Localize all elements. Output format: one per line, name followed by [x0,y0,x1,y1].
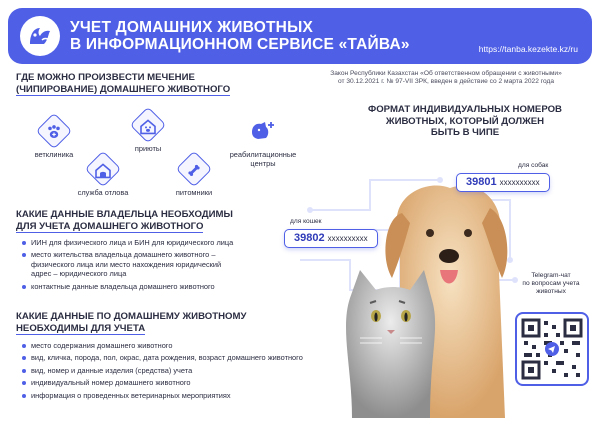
place-label: ветклиника [34,150,74,159]
dog-chip-number [456,173,550,192]
chipping-heading-line-1: ГДЕ МОЖНО ПРОИЗВЕСТИ МЕЧЕНИЕ [16,72,195,83]
animal-heading-line-1: КАКИЕ ДАННЫЕ ПО ДОМАШНЕМУ ЖИВОТНОМУ [16,311,247,322]
cats-caption: для кошек [290,218,322,225]
place-label: служба отлова [77,188,129,197]
law-line-2: от 30.12.2021 г. № 97-VII ЗРК, введен в действие со 2 марта 2022 года [338,78,554,86]
telegram-line-3: животных [536,288,566,295]
chip-format-heading [360,104,570,139]
format-heading-line-3: БЫТЬ В ЧИПЕ [430,127,500,138]
cat-and-dog-illustration [327,178,520,418]
animal-heading-line-2: НЕОБХОДИМЫ ДЛЯ УЧЕТА [16,322,146,334]
chipping-heading-line-2: (ЧИПИРОВАНИЕ) ДОМАШНЕГО ЖИВОТНОГО [16,83,231,95]
service-url-link[interactable]: https://tanba.kezekte.kz/ru [478,44,578,54]
page-title [70,19,430,53]
list-item: вид, кличка, порода, пол, окрас, дата рождения, возраст домашнего животного [22,353,342,362]
place-label: питомники [175,188,213,197]
owner-data-heading [16,209,306,232]
dog-number-suffix: xxxxxxxxxx [499,178,540,187]
owner-heading-line-1: КАКИЕ ДАННЫЕ ВЛАДЕЛЬЦА НЕОБХОДИМЫ [16,209,233,220]
cat-number-suffix: xxxxxxxxxx [327,234,368,243]
bone-icon [185,161,203,179]
place-label: реабилитационные [229,150,297,159]
qr-code-icon [517,314,587,384]
dog-house-icon [94,161,112,179]
chipping-heading [16,72,306,95]
dog-number-prefix: 39801 [466,176,497,188]
place-kennels [164,156,224,197]
animal-data-list [22,341,342,403]
list-item: индивидуальный номер домашнего животного [22,378,342,387]
place-vet-clinic [24,118,84,159]
owner-heading-line-2: ДЛЯ УЧЕТА ДОМАШНЕГО ЖИВОТНОГО [16,220,204,232]
telegram-line-1: Telegram-чат [531,272,571,279]
list-item: место содержания домашнего животного [22,341,342,350]
dogs-caption: для собак [518,162,549,169]
telegram-caption [516,272,586,296]
place-catching-service [68,156,138,197]
owner-data-list [22,238,322,294]
format-heading-line-2: ЖИВОТНЫХ, КОТОРЫЙ ДОЛЖЕН [385,115,545,127]
list-item-line: физического лица или место нахождения юридический [31,259,222,269]
place-rehab-centers [218,118,308,168]
telegram-line-2: по вопросам учета [522,280,580,287]
law-line-1: Закон Республики Казахстан «Об ответственном обращении с животными» [330,70,562,77]
list-item: контактные данные владельца домашнего животного [22,282,322,291]
list-item-line: адрес – юридического лица [31,269,127,279]
header-banner [8,8,592,64]
list-item: информация о проведенных ветеринарных мероприятиях [22,391,342,400]
title-line-2: В ИНФОРМАЦИОННОМ СЕРВИСЕ «ТАЙВА» [70,36,410,53]
law-reference [302,70,590,87]
list-item: вид, номер и данные изделия (средства) учета [22,366,342,375]
paw-plus-icon [45,123,63,141]
cat-chip-number [284,229,378,248]
animal-data-heading [16,311,316,334]
place-label: приюты [134,144,162,153]
tanba-logo-icon [20,16,60,56]
list-item [22,250,322,278]
title-line-1: УЧЕТ ДОМАШНИХ ЖИВОТНЫХ [70,19,313,36]
dog-plus-icon [248,118,278,148]
format-heading-line-1: ФОРМАТ ИНДИВИДУАЛЬНЫХ НОМЕРОВ [368,104,562,115]
cat-number-prefix: 39802 [294,232,325,244]
list-item: ИИН для физического лица и БИН для юридического лица [22,238,322,247]
place-shelters [118,112,178,153]
place-label-cont: центры [250,159,276,168]
telegram-qr-code[interactable] [515,312,589,386]
home-paw-icon [139,117,157,135]
list-item-line: место жительства владельца домашнего животного – [31,250,216,260]
